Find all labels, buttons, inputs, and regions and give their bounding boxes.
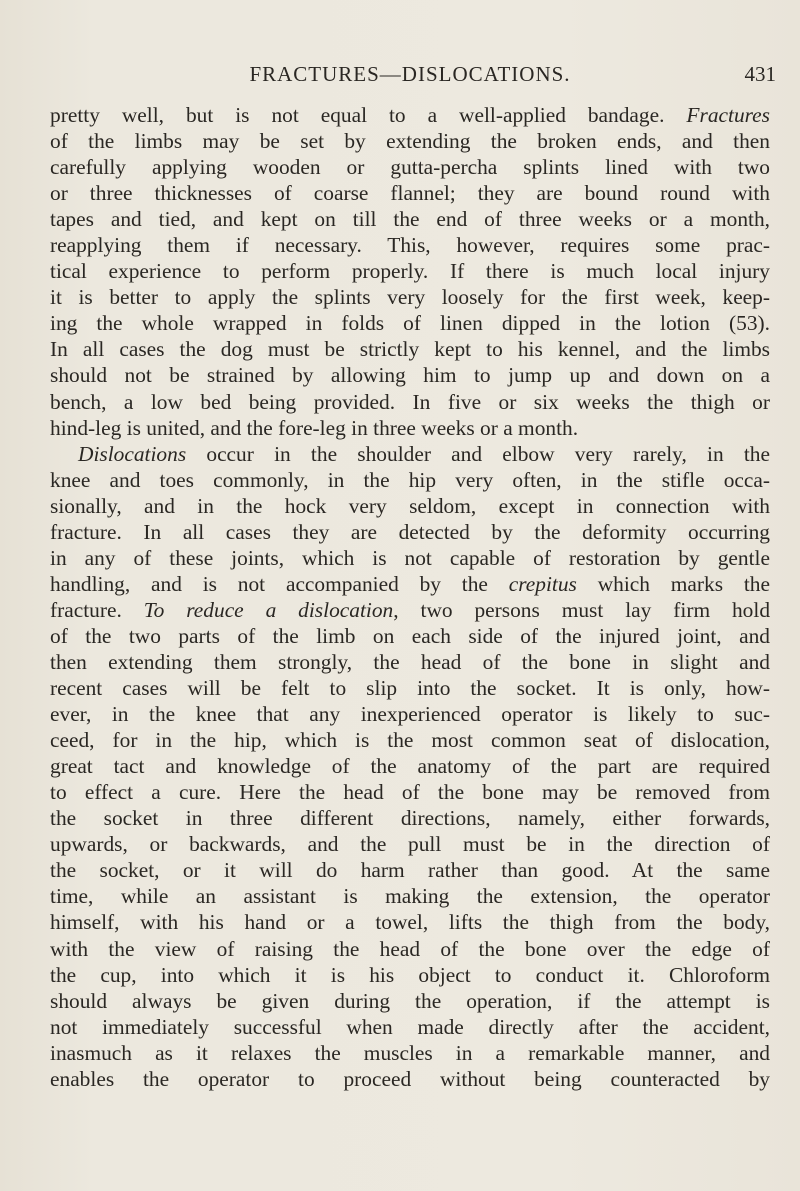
- running-title: FRACTURES—DISLOCATIONS.: [249, 62, 571, 86]
- text-line: the socket in three different directions, namely, either forwards,: [50, 806, 770, 831]
- text-line: reapplying them if necessary. This, however, requires some prac-: [50, 233, 770, 258]
- text-line: of the two parts of the limb on each side of the injured joint, and: [50, 623, 770, 648]
- text-line: time, while an assistant is making the extension, the operator: [50, 884, 770, 909]
- text-line: tical experience to perform properly. If there is much local injury: [50, 259, 770, 284]
- text-line: or three thicknesses of coarse flannel; they are bound round with: [50, 181, 770, 206]
- text-line: fracture. To reduce a dislocation, two persons must lay firm hold: [50, 597, 771, 622]
- page-number: 431: [744, 62, 776, 86]
- text-line: carefully applying wooden or gutta-percha splints lined with two: [50, 155, 770, 180]
- text-line: bench, a low bed being provided. In five or six weeks the thigh or: [50, 389, 770, 414]
- text-line: inasmuch as it relaxes the muscles in a remarkable manner, and: [50, 1040, 770, 1065]
- text-line: himself, with his hand or a towel, lifts the thigh from the body,: [50, 910, 770, 935]
- text-line: the socket, or it will do harm rather than good. At the same: [50, 858, 770, 883]
- text-line: ever, in the knee that any inexperienced operator is likely to suc-: [50, 702, 770, 727]
- text-line: the cup, into which it is his object to conduct it. Chloroform: [50, 962, 770, 987]
- text-line: Dislocations occur in the shoulder and elbow very rarely, in the: [78, 441, 770, 466]
- text-line: upwards, or backwards, and the pull must be in the direction of: [50, 832, 770, 857]
- text-line: knee and toes commonly, in the hip very often, in the stifle occa-: [50, 467, 770, 492]
- italic-term: To reduce a dislocation: [143, 597, 394, 622]
- text-line: then extending them strongly, the head of the bone in slight and: [50, 649, 770, 674]
- text-line: hind-leg is united, and the fore-leg in three weeks or a month.: [50, 415, 579, 440]
- italic-term: Dislocations: [78, 441, 187, 466]
- italic-term: Fractures: [686, 103, 770, 127]
- text-line: tapes and tied, and kept on till the end of three weeks or a month,: [50, 207, 770, 232]
- text-line: great tact and knowledge of the anatomy of the part are required: [50, 754, 770, 779]
- text-line: should not be strained by allowing him to jump up and down on a: [50, 363, 770, 388]
- text-line: enables the operator to proceed without being counteracted by: [50, 1066, 770, 1091]
- text-line: to effect a cure. Here the head of the bone may be removed from: [50, 780, 770, 805]
- text-line: handling, and is not accompanied by the crepitus which marks the: [50, 571, 770, 596]
- text-line: In all cases the dog must be strictly kept to his kennel, and the limbs: [50, 337, 770, 362]
- italic-term: crepitus: [508, 571, 577, 596]
- text-line: fracture. In all cases they are detected by the deformity occurring: [50, 519, 770, 544]
- text-line: not immediately successful when made directly after the accident,: [50, 1014, 770, 1039]
- text-line: should always be given during the operation, if the attempt is: [50, 988, 770, 1013]
- body-text: [50, 102, 770, 1092]
- text-line: sionally, and in the hock very seldom, except in connection with: [50, 493, 770, 518]
- text-line: of the limbs may be set by extending the broken ends, and then: [50, 129, 770, 154]
- running-head: [40, 62, 780, 92]
- text-line: recent cases will be felt to slip into the socket. It is only, how-: [50, 676, 770, 701]
- text-line: in any of these joints, which is not capable of restoration by gentle: [50, 545, 770, 570]
- text-line: ceed, for in the hip, which is the most common seat of dislocation,: [50, 728, 770, 753]
- text-line: ing the whole wrapped in folds of linen dipped in the lotion (53).: [50, 311, 770, 336]
- text-line: it is better to apply the splints very loosely for the first week, keep-: [50, 285, 770, 310]
- text-line: pretty well, but is not equal to a well-applied bandage. Fractures: [50, 103, 770, 127]
- text-line: with the view of raising the head of the bone over the edge of: [50, 936, 770, 961]
